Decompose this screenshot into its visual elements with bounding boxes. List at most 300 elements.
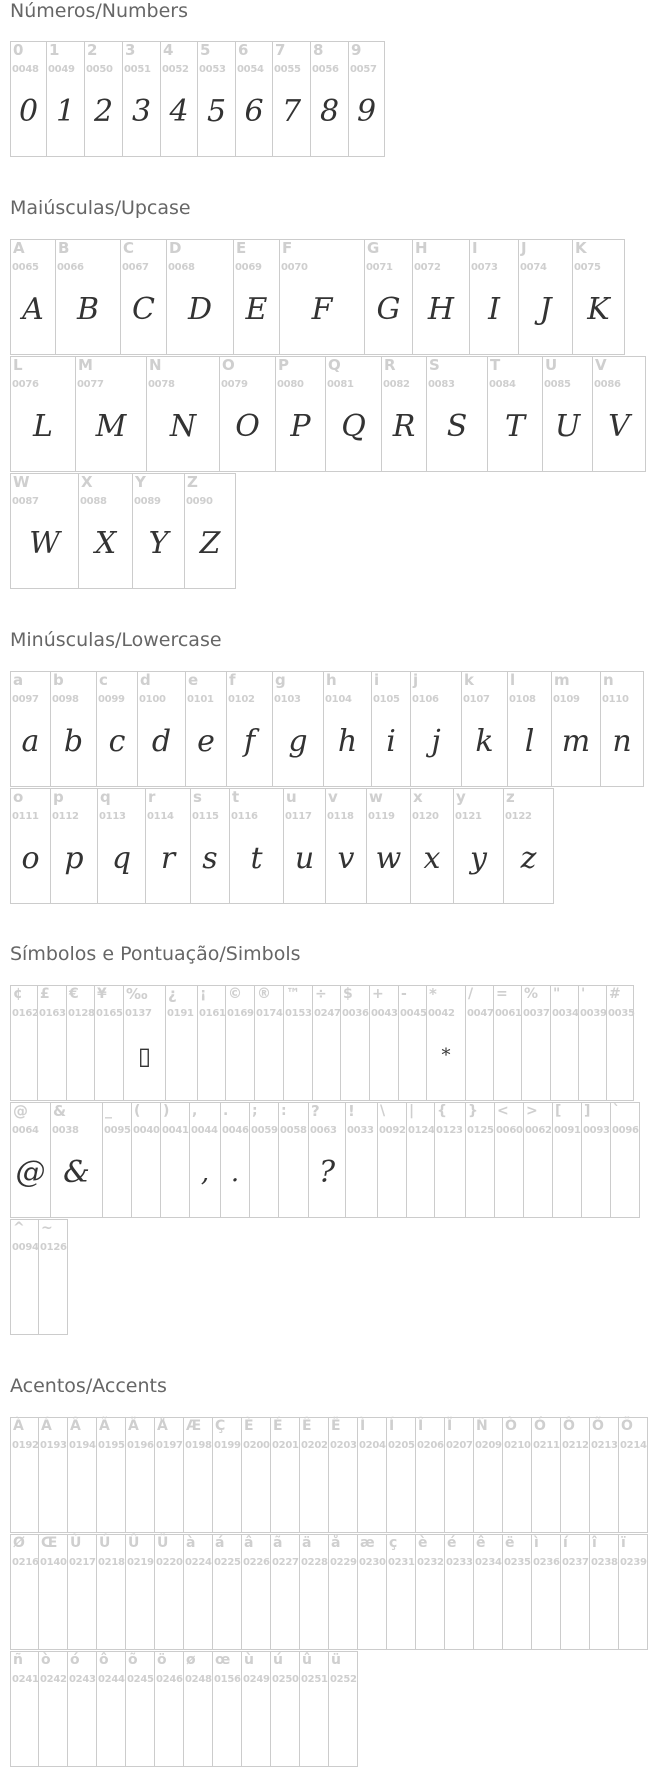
character-code: 0213 — [591, 1440, 618, 1451]
character-code: 0044 — [191, 1125, 218, 1136]
character-code: 0070 — [281, 262, 308, 273]
character-label: 8 — [313, 41, 324, 59]
glyph-cell — [230, 788, 284, 904]
glyph-cell — [103, 1102, 132, 1218]
glyph-cell — [311, 41, 349, 157]
character-code: 0111 — [12, 811, 39, 822]
character-code: 0113 — [99, 811, 126, 822]
glyph-sample: C — [132, 292, 155, 327]
glyph-cell — [146, 788, 191, 904]
character-code: 0090 — [186, 496, 213, 507]
glyph-cell — [39, 1651, 68, 1767]
character-label: r — [148, 788, 156, 806]
character-code: 0232 — [417, 1557, 444, 1568]
character-code: 0071 — [366, 262, 393, 273]
glyph-row-lowercase — [10, 671, 644, 787]
section-title-upcase: Maiúsculas/Upcase — [10, 197, 191, 219]
character-label: 6 — [238, 41, 249, 59]
character-label: z — [506, 788, 515, 806]
glyph-sample: Y — [148, 526, 169, 561]
glyph-cell — [271, 1417, 300, 1533]
character-code: 0062 — [525, 1125, 552, 1136]
glyph-cell — [300, 1534, 329, 1650]
glyph-cell — [273, 41, 311, 157]
character-label: Õ — [592, 1418, 604, 1434]
glyph-cell — [67, 985, 95, 1101]
character-code: 0217 — [69, 1557, 96, 1568]
character-label: ë — [505, 1535, 515, 1551]
character-label: c — [99, 671, 108, 689]
character-code: 0228 — [301, 1557, 328, 1568]
glyph-cell — [387, 1534, 416, 1650]
glyph-cell — [68, 1651, 97, 1767]
glyph-cell — [619, 1534, 648, 1650]
character-code: 0209 — [475, 1440, 502, 1451]
glyph-sample: 2 — [93, 94, 114, 129]
character-code: 0085 — [544, 379, 571, 390]
glyph-cell — [365, 239, 413, 355]
glyph-cell — [155, 1651, 184, 1767]
glyph-sample: ▯ — [137, 1042, 152, 1070]
character-code: 0101 — [187, 694, 214, 705]
character-code: 0199 — [214, 1440, 241, 1451]
character-label: < — [497, 1103, 509, 1119]
glyph-cell — [126, 1651, 155, 1767]
glyph-sample: b — [63, 724, 84, 759]
glyph-cell — [522, 985, 551, 1101]
character-code: 0236 — [533, 1557, 560, 1568]
character-label: © — [228, 986, 242, 1002]
glyph-cell — [213, 1534, 242, 1650]
character-label: Ä — [128, 1418, 139, 1434]
glyph-cell — [532, 1534, 561, 1650]
character-code: 0197 — [156, 1440, 183, 1451]
character-label: ' — [581, 986, 586, 1002]
glyph-cell — [213, 1651, 242, 1767]
character-label: H — [415, 239, 428, 257]
glyph-sample: V — [608, 409, 630, 444]
character-code: 0231 — [388, 1557, 415, 1568]
character-code: 0068 — [168, 262, 195, 273]
glyph-cell — [462, 671, 508, 787]
glyph-cell — [242, 1417, 271, 1533]
character-label: $ — [343, 986, 353, 1002]
character-code: 0076 — [12, 379, 39, 390]
glyph-cell — [445, 1417, 474, 1533]
character-label: Æ — [186, 1418, 202, 1434]
glyph-sample: x — [423, 841, 441, 876]
glyph-cell — [10, 1651, 39, 1767]
glyph-sample: H — [427, 292, 455, 327]
glyph-sample: ? — [318, 1155, 336, 1190]
character-label: û — [302, 1652, 312, 1668]
character-label: : — [281, 1103, 287, 1119]
glyph-cell — [411, 788, 454, 904]
character-code: 0242 — [40, 1674, 67, 1685]
glyph-cell — [10, 473, 79, 589]
glyph-sample: K — [587, 292, 610, 327]
character-code: 0091 — [554, 1125, 581, 1136]
glyph-cell — [10, 671, 51, 787]
glyph-sample: 0 — [18, 94, 39, 129]
glyph-cell — [51, 671, 97, 787]
character-code: 0095 — [104, 1125, 131, 1136]
glyph-cell — [38, 985, 67, 1101]
character-label: ô — [99, 1652, 109, 1668]
character-label: 1 — [49, 41, 60, 59]
glyph-cell — [326, 788, 367, 904]
glyph-cell — [220, 356, 276, 472]
glyph-sample: k — [475, 724, 494, 759]
character-code: 0195 — [98, 1440, 125, 1451]
character-label: Î — [418, 1418, 424, 1434]
glyph-cell — [184, 1417, 213, 1533]
glyph-sample: P — [290, 409, 311, 444]
glyph-cell — [234, 239, 280, 355]
character-code: 0096 — [612, 1125, 639, 1136]
glyph-cell — [561, 1417, 590, 1533]
character-label: G — [367, 239, 380, 257]
character-label: S — [429, 356, 440, 374]
character-label: n — [603, 671, 614, 689]
character-label: D — [169, 239, 182, 257]
character-label: Ñ — [476, 1418, 488, 1434]
glyph-cell — [466, 1102, 495, 1218]
glyph-cell — [190, 1102, 221, 1218]
character-label: Q — [328, 356, 341, 374]
character-code: 0234 — [475, 1557, 502, 1568]
character-code: 0169 — [227, 1008, 254, 1019]
character-label: Ë — [331, 1418, 341, 1434]
glyph-cell — [184, 1651, 213, 1767]
glyph-cell — [313, 985, 341, 1101]
glyph-cell — [133, 473, 185, 589]
glyph-row-symbols — [10, 985, 634, 1101]
character-code: 0054 — [237, 64, 264, 75]
character-label: ] — [584, 1103, 591, 1119]
glyph-cell — [97, 1534, 126, 1650]
character-code: 0058 — [280, 1125, 307, 1136]
character-label: @ — [13, 1102, 28, 1120]
glyph-cell — [155, 1534, 184, 1650]
glyph-cell — [349, 41, 385, 157]
character-code: 0207 — [446, 1440, 473, 1451]
glyph-sample: N — [169, 409, 197, 444]
character-code: 0088 — [80, 496, 107, 507]
glyph-row-lowercase — [10, 788, 554, 904]
glyph-cell — [213, 1417, 242, 1533]
character-label: Ö — [621, 1418, 633, 1434]
glyph-cell — [561, 1534, 590, 1650]
character-label: u — [286, 788, 297, 806]
character-code: 0046 — [222, 1125, 249, 1136]
character-code: 0124 — [408, 1125, 435, 1136]
character-label: Â — [70, 1418, 81, 1434]
character-label: õ — [128, 1652, 138, 1668]
glyph-cell — [198, 41, 236, 157]
character-code: 0107 — [463, 694, 490, 705]
glyph-cell — [519, 239, 573, 355]
character-code: 0216 — [12, 1557, 39, 1568]
glyph-cell — [10, 1219, 39, 1335]
character-code: 0192 — [12, 1440, 39, 1451]
glyph-cell — [242, 1651, 271, 1767]
glyph-cell — [221, 1102, 250, 1218]
character-code: 0193 — [40, 1440, 67, 1451]
glyph-sample: v — [337, 841, 355, 876]
glyph-cell — [416, 1417, 445, 1533]
character-code: 0087 — [12, 496, 39, 507]
character-code: 0248 — [185, 1674, 212, 1685]
glyph-cell — [590, 1534, 619, 1650]
glyph-cell — [10, 356, 76, 472]
character-code: 0202 — [301, 1440, 328, 1451]
glyph-cell — [155, 1417, 184, 1533]
character-label: ~ — [41, 1220, 53, 1236]
character-code: 0114 — [147, 811, 174, 822]
glyph-sample: I — [488, 292, 500, 327]
glyph-sample: p — [64, 841, 84, 876]
glyph-cell — [161, 1102, 190, 1218]
character-code: 0239 — [620, 1557, 647, 1568]
section-title-numbers: Números/Numbers — [10, 0, 188, 22]
glyph-sample: , — [200, 1158, 210, 1188]
character-code: 0250 — [272, 1674, 299, 1685]
character-label: A — [13, 239, 25, 257]
character-code: 0072 — [414, 262, 441, 273]
character-label: T — [490, 356, 501, 374]
glyph-cell — [411, 671, 462, 787]
character-label: } — [468, 1103, 478, 1119]
character-label: = — [496, 986, 508, 1002]
character-label: { — [437, 1103, 447, 1119]
glyph-sample: d — [151, 724, 172, 759]
character-code: 0094 — [12, 1242, 39, 1253]
character-code: 0080 — [277, 379, 304, 390]
character-label: g — [275, 671, 286, 689]
glyph-row-upcase — [10, 239, 625, 355]
section-title-accents: Acentos/Accents — [10, 1375, 167, 1397]
character-code: 0237 — [562, 1557, 589, 1568]
character-label: + — [372, 986, 384, 1002]
glyph-sample: r — [160, 841, 176, 876]
glyph-cell — [346, 1102, 378, 1218]
character-code: 0238 — [591, 1557, 618, 1568]
glyph-cell — [97, 671, 138, 787]
glyph-cell — [300, 1651, 329, 1767]
glyph-cell — [309, 1102, 346, 1218]
glyph-sample: 8 — [319, 94, 340, 129]
glyph-cell — [97, 1651, 126, 1767]
glyph-sample: D — [187, 292, 213, 327]
character-code: 0226 — [243, 1557, 270, 1568]
glyph-cell — [427, 356, 488, 472]
character-label: X — [81, 473, 93, 491]
glyph-sample: y — [470, 841, 487, 876]
character-label: Ç — [215, 1418, 226, 1434]
character-label: U — [545, 356, 558, 374]
character-label: J — [521, 239, 527, 257]
character-label: ã — [273, 1535, 283, 1551]
character-code: 0051 — [124, 64, 151, 75]
glyph-cell — [184, 1534, 213, 1650]
character-label: v — [328, 788, 338, 806]
character-label: x — [413, 788, 423, 806]
character-label: è — [418, 1535, 428, 1551]
glyph-sample: O — [235, 409, 260, 444]
character-code: 0220 — [156, 1557, 183, 1568]
character-code: 0218 — [98, 1557, 125, 1568]
character-code: 0201 — [272, 1440, 299, 1451]
character-label: ÷ — [315, 986, 327, 1002]
glyph-cell — [427, 985, 466, 1101]
glyph-cell — [579, 985, 607, 1101]
character-code: 0105 — [373, 694, 400, 705]
character-code: 0066 — [57, 262, 84, 273]
glyph-sample: @ — [15, 1155, 46, 1190]
character-code: 0120 — [412, 811, 439, 822]
glyph-sample: l — [524, 724, 535, 759]
glyph-sample: Q — [341, 409, 366, 444]
glyph-cell — [326, 356, 382, 472]
character-label: d — [140, 671, 151, 689]
character-label: \ — [380, 1103, 386, 1119]
glyph-sample: A — [22, 292, 44, 327]
character-code: 0102 — [228, 694, 255, 705]
glyph-sample: z — [520, 841, 537, 876]
character-code: 0117 — [285, 811, 312, 822]
character-label: Ò — [505, 1418, 517, 1434]
character-code: 0162 — [12, 1008, 39, 1019]
character-code: 0235 — [504, 1557, 531, 1568]
character-label: ø — [186, 1652, 196, 1668]
glyph-sample: E — [245, 292, 268, 327]
character-label: F — [282, 239, 293, 257]
glyph-cell — [271, 1534, 300, 1650]
character-code: 0035 — [608, 1008, 635, 1019]
character-code: 0084 — [489, 379, 516, 390]
glyph-cell — [236, 41, 273, 157]
glyph-sample: s — [202, 841, 218, 876]
character-code: 0045 — [400, 1008, 427, 1019]
character-label: 2 — [87, 41, 98, 59]
glyph-cell — [503, 1534, 532, 1650]
character-code: 0191 — [167, 1008, 194, 1019]
character-code: 0230 — [359, 1557, 386, 1568]
character-code: 0050 — [86, 64, 113, 75]
character-code: 0104 — [325, 694, 352, 705]
character-label: y — [456, 788, 466, 806]
glyph-cell — [474, 1534, 503, 1650]
glyph-row-accents — [10, 1534, 648, 1650]
glyph-cell — [601, 671, 644, 787]
character-label: * — [429, 985, 437, 1003]
glyph-cell — [138, 671, 186, 787]
glyph-row-upcase — [10, 356, 646, 472]
character-code: 0038 — [52, 1125, 79, 1136]
glyph-cell — [378, 1102, 407, 1218]
character-label: & — [53, 1102, 67, 1120]
character-label: p — [53, 788, 64, 806]
glyph-cell — [543, 356, 593, 472]
glyph-cell — [611, 1102, 640, 1218]
glyph-sample: * — [441, 1045, 451, 1066]
character-label: E — [236, 239, 247, 257]
character-label: £ — [40, 986, 50, 1002]
character-label: C — [123, 239, 135, 257]
glyph-row-symbols — [10, 1102, 640, 1218]
character-code: 0243 — [69, 1674, 96, 1685]
character-label: Œ — [41, 1535, 58, 1551]
glyph-cell — [413, 239, 470, 355]
glyph-row-upcase — [10, 473, 236, 589]
glyph-cell — [466, 985, 494, 1101]
glyph-sample: 5 — [206, 94, 227, 129]
glyph-cell — [167, 239, 234, 355]
character-code: 0137 — [125, 1008, 152, 1019]
character-code: 0059 — [251, 1125, 278, 1136]
character-label: 0 — [13, 41, 24, 59]
glyph-sample: a — [21, 724, 40, 759]
glyph-cell — [553, 1102, 582, 1218]
glyph-cell — [329, 1534, 358, 1650]
character-label: ™ — [286, 986, 300, 1002]
character-code: 0067 — [122, 262, 149, 273]
character-label: Ô — [563, 1418, 575, 1434]
glyph-cell — [124, 985, 166, 1101]
character-code: 0212 — [562, 1440, 589, 1451]
glyph-sample: f — [243, 724, 256, 759]
character-label: # — [609, 986, 621, 1002]
character-code: 0033 — [347, 1125, 374, 1136]
glyph-sample: 6 — [244, 94, 264, 129]
character-code: 0251 — [301, 1674, 328, 1685]
character-code: 0244 — [98, 1674, 125, 1685]
character-label: ! — [348, 1102, 355, 1120]
character-code: 0036 — [342, 1008, 369, 1019]
glyph-cell — [273, 671, 324, 787]
glyph-cell — [166, 985, 198, 1101]
character-label: B — [58, 239, 70, 257]
glyph-sample: 4 — [169, 94, 189, 129]
character-code: 0200 — [243, 1440, 270, 1451]
glyph-sample: U — [554, 409, 581, 444]
glyph-sample: g — [288, 724, 308, 759]
glyph-cell — [97, 1417, 126, 1533]
glyph-cell — [358, 1534, 387, 1650]
glyph-cell — [582, 1102, 611, 1218]
character-code: 0109 — [553, 694, 580, 705]
glyph-cell — [387, 1417, 416, 1533]
character-code: 0108 — [509, 694, 536, 705]
character-code: 0123 — [436, 1125, 463, 1136]
character-label: ® — [257, 986, 271, 1002]
character-code: 0245 — [127, 1674, 154, 1685]
character-code: 0037 — [523, 1008, 550, 1019]
character-label: 5 — [200, 41, 211, 59]
glyph-cell — [324, 671, 372, 787]
glyph-cell — [474, 1417, 503, 1533]
character-label: % — [524, 986, 539, 1002]
glyph-sample: G — [376, 292, 401, 327]
glyph-sample: B — [76, 292, 100, 327]
character-label: é — [447, 1535, 457, 1551]
character-code: 0214 — [620, 1440, 647, 1451]
glyph-sample: h — [337, 724, 358, 759]
character-label: â — [244, 1535, 254, 1551]
character-label: k — [464, 671, 474, 689]
character-code: 0041 — [162, 1125, 189, 1136]
